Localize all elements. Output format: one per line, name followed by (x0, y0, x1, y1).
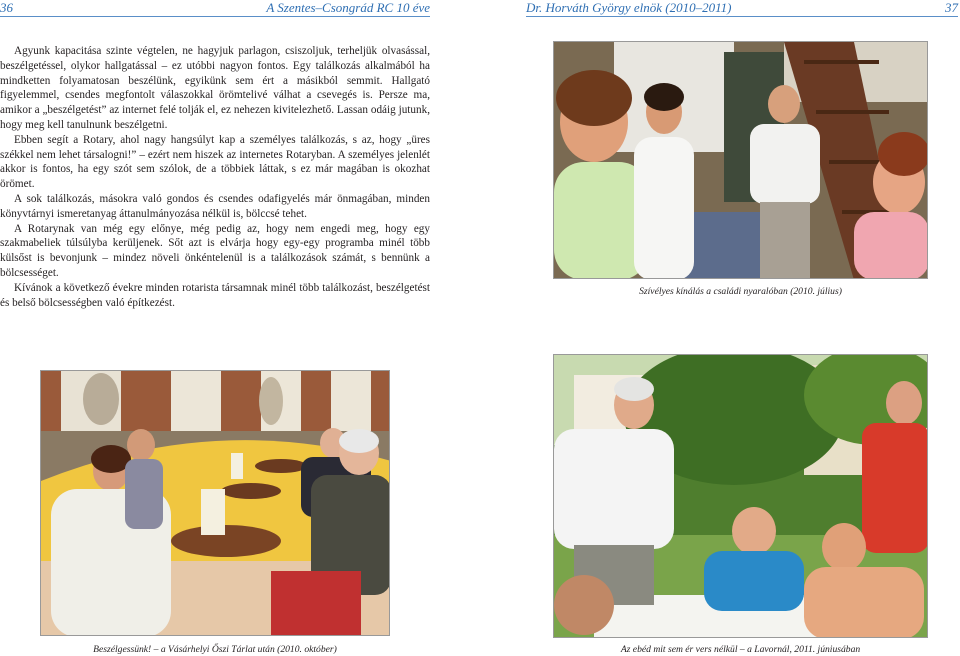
right-page-header (526, 0, 958, 17)
photo-family-cottage (553, 41, 928, 279)
photo-gallery-lounge (40, 370, 390, 636)
left-page-number: 36 (0, 0, 13, 15)
paragraph-3: A sok találkozás, másokra való gondos és csendes odafigyelés már önmagában, minden könyvtárnyi ismeretanyag áttanulmányozása nélkül is, bölccsé tehet. (0, 192, 430, 220)
paragraph-1: Agyunk kapacitása szinte végtelen, ne hagyjuk parlagon, csiszoljuk, terheljük olvasással, beszélgetéssel, olykor hallgatással – ez utóbbi nagyon fontos. Egy találkozás alkalmából ha mindketten folyamatosan beszélünk, egyikünk sem ért a másikból semmit. Hallgató figyelemmel, csendes megfontolt válaszokkal örömtelivé válhat a csevegés is. Persze ma, amikor a „beszélgetést” az internet felé tolják el, ez nehezen kivitelezhető. Lassan odáig jutunk, hogy meg kell tanulnunk beszélgetni. (0, 45, 430, 131)
photo1-caption: Szívélyes kínálás a családi nyaralóban (2010. július) (639, 286, 842, 297)
paragraph-5: Kívánok a következő évekre minden rotarista társamnak minél több találkozást, beszélgetést és belső bölcsességben való építkezést. (0, 281, 430, 309)
paragraph-4: A Rotarynak van még egy előnye, még pedig az, hogy nem engedi meg, hogy egy szakmabeliek túlsúlyba kerüljenek. Sőt azt is elvárja hogy egy-egy programba minél több külsőst is bevonjunk – mindez növeli önkéntelenül is a találkozások számát, s bennünk a bölcsességet. (0, 222, 430, 279)
photo2-caption: Beszélgessünk! – a Vásárhelyi Őszi Tárlat után (2010. október) (93, 644, 337, 655)
paragraph-2: Ebben segít a Rotary, ahol nagy hangsúlyt kap a személyes találkozás, s az, hogy „üres székkel nem lehet társalogni!” – ezért nem hiszek az internetes Rotaryban. A személyes jelenlét akkor is fontos, ha egy szót sem szólok, de a többiek láttak, s ez már magában is okozhat örömet. (0, 133, 430, 191)
left-page-header (0, 0, 430, 17)
photo-garden-lunch (553, 354, 928, 638)
article-body (0, 44, 430, 310)
right-running-title: Dr. Horváth György elnök (2010–2011) (526, 0, 732, 15)
photo3-caption: Az ebéd mit sem ér vers nélkül – a Lavornál, 2011. júniusában (620, 644, 861, 655)
left-running-title: A Szentes–Csongrád RC 10 éve (266, 0, 430, 15)
right-page-number: 37 (945, 0, 958, 15)
